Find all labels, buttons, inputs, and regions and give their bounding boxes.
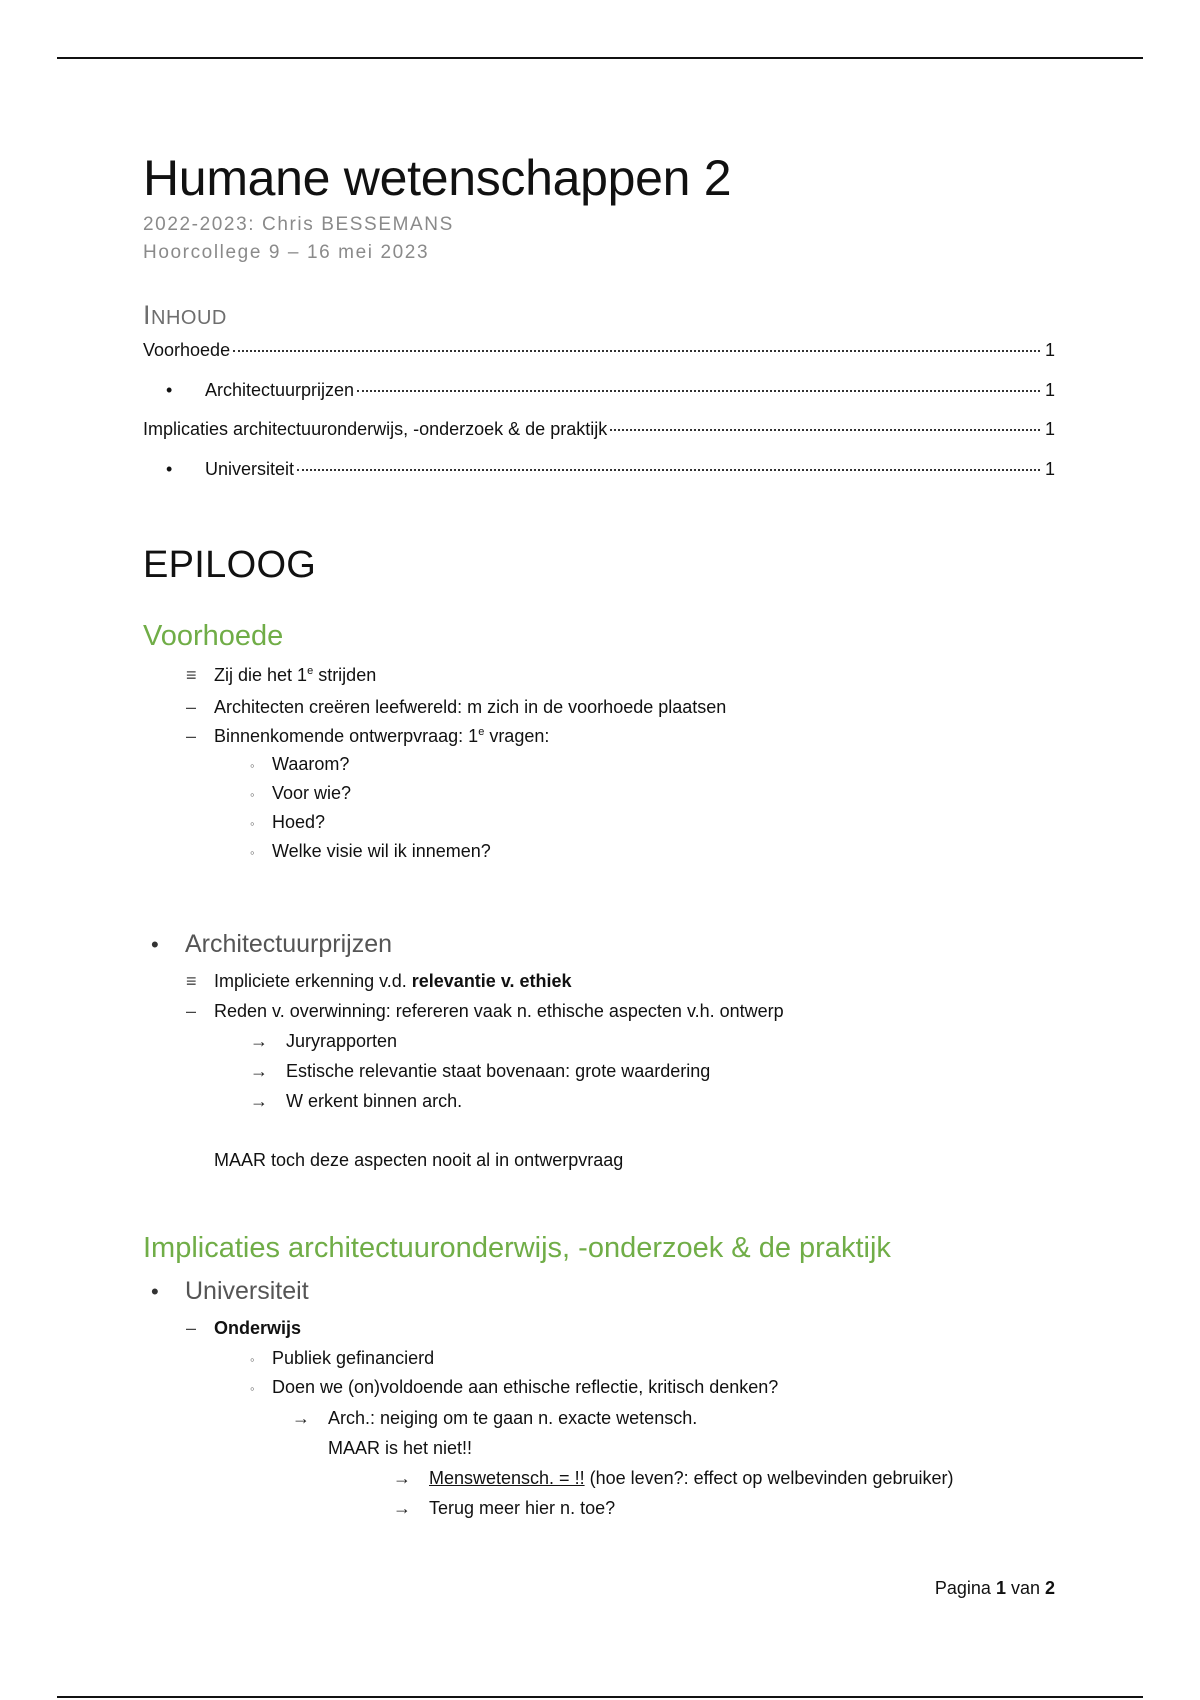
heading-epiloog: EPILOOG [143,544,317,586]
list-item: → Estische relevantie staat bovenaan: grote waardering [250,1061,711,1081]
toc-entry-label: Implicaties architectuuronderwijs, -onderzoek & de praktijk [143,419,608,439]
top-rule [57,57,1143,59]
heading-implicaties: Implicaties architectuuronderwijs, -onderzoek & de praktijk [143,1232,891,1264]
toc-bullet: • [166,380,173,400]
list-item: – Onderwijs [186,1318,302,1338]
bottom-rule [57,1696,1143,1698]
subtitle-lecture-date: Hoorcollege 9 – 16 mei 2023 [143,242,430,263]
heading-universiteit: • Universiteit [151,1277,309,1305]
document-title: Humane wetenschappen 2 [143,150,732,206]
list-item: → Terug meer hier n. toe? [393,1498,616,1518]
heading-architectuurprijzen: • Architectuurprijzen [151,930,393,958]
toc-dot-leader [610,429,1040,431]
list-item: ≡ Impliciete erkenning v.d. relevantie v. ethiek [186,971,572,991]
list-item: – Reden v. overwinning: refereren vaak n. ethische aspecten v.h. ontwerp [186,1001,784,1021]
toc-page-number: 1 [1044,459,1055,479]
toc-dot-leader [233,350,1040,352]
toc-page-number: 1 [1044,340,1055,360]
list-item: → Juryrapporten [250,1031,398,1051]
note-maar: MAAR is het niet!! [328,1438,473,1458]
toc-entry-architectuurprijzen[interactable] [143,380,1055,401]
list-item: → Arch.: neiging om te gaan n. exacte wetensch. [292,1408,698,1428]
toc-entry-universiteit[interactable] [143,459,1055,480]
list-item: ≡ Zij die het 1e strijden [186,665,377,685]
page-number-footer: Pagina 1 van 2 [934,1578,1055,1598]
toc-entry-implicaties[interactable] [143,419,1055,440]
note-maar: MAAR toch deze aspecten nooit al in ontwerpvraag [214,1150,624,1170]
list-item: → Menswetensch. = !! (hoe leven?: effect op welbevinden gebruiker) [393,1468,954,1488]
list-item: – Architecten creëren leefwereld: m zich in de voorhoede plaatsen [186,697,727,717]
toc-dot-leader [357,390,1040,392]
toc-dot-leader [297,469,1040,471]
toc-entry-label: Voorhoede [143,340,231,360]
list-item: ◦ Waarom? [250,754,350,774]
toc-page-number: 1 [1044,380,1055,400]
list-item: ◦ Publiek gefinancierd [250,1348,435,1368]
list-item: ◦ Welke visie wil ik innemen? [250,841,491,861]
list-item: ◦ Hoed? [250,812,326,832]
toc-entry-label: Universiteit [205,459,295,479]
list-item: ◦ Voor wie? [250,783,352,803]
toc-page-number: 1 [1044,419,1055,439]
toc-entry-voorhoede[interactable] [143,340,1055,361]
toc-heading: INHOUD [143,300,227,330]
heading-voorhoede: Voorhoede [143,620,284,652]
toc-entry-label: Architectuurprijzen [205,380,355,400]
subtitle-year-author: 2022-2023: Chris BESSEMANS [143,214,454,235]
list-item: – Binnenkomende ontwerpvraag: 1e vragen: [186,726,550,746]
toc-bullet: • [166,459,173,479]
list-item: → W erkent binnen arch. [250,1091,463,1111]
list-item: ◦ Doen we (on)voldoende aan ethische reflectie, kritisch denken? [250,1377,779,1397]
